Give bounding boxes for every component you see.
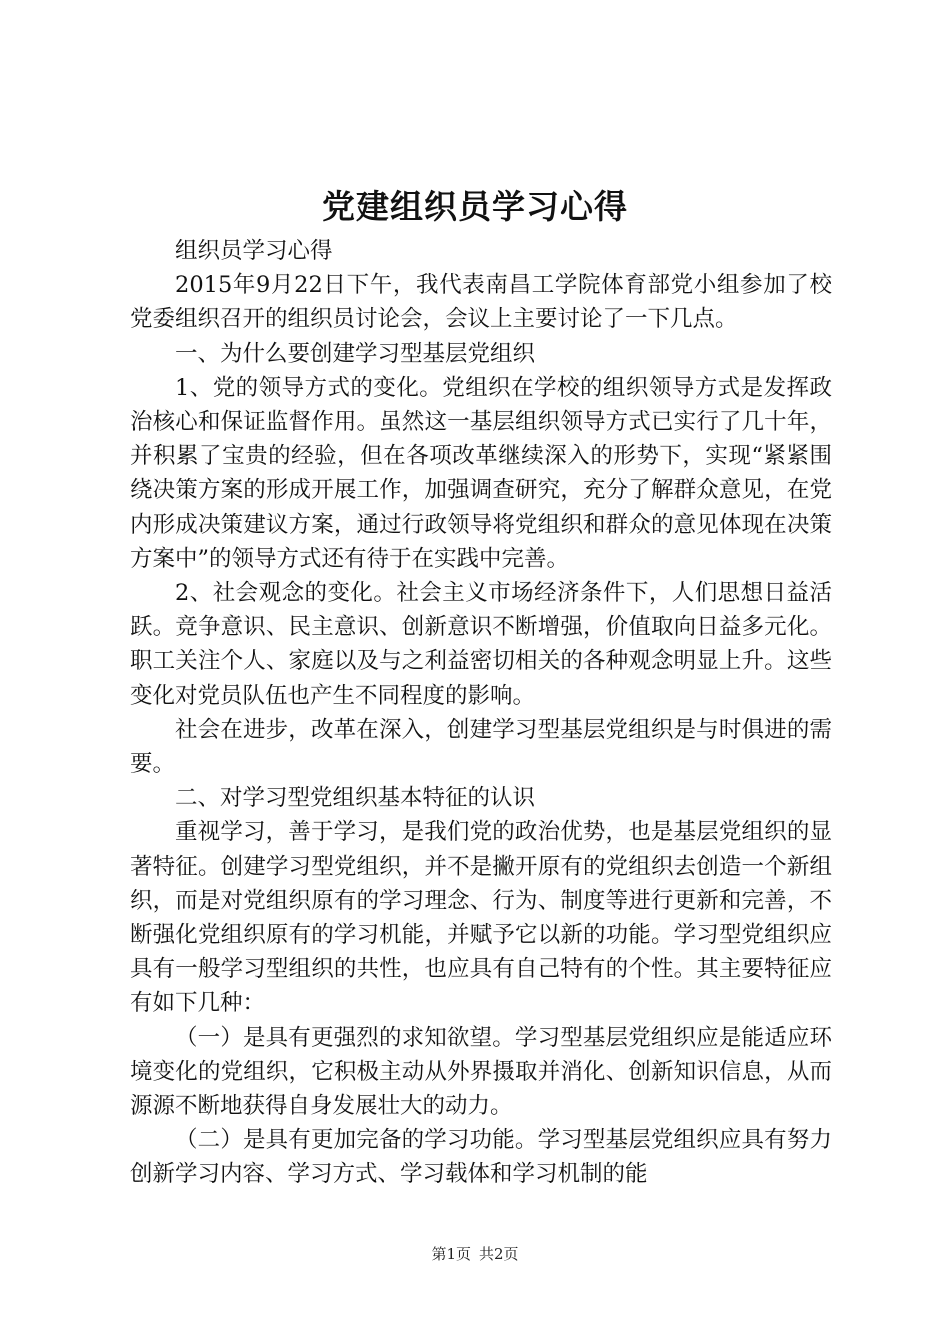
section-heading: 一、为什么要创建学习型基层党组织: [175, 340, 536, 367]
paragraph: 组织员学习心得: [175, 238, 333, 264]
page-footer: [0, 1244, 950, 1264]
paragraph: 重视学习，善于学习，是我们党的政治优势，也是基层党组织的显著特征。创建学习型党组织，并不是撇开原有的党组织去创造一个新组织，而是对党组织原有的学习理念、行为、制度等进行更新和完善，不断强化党组织原有的学习机能，并赋予它以新的功能。学习型党组织应具有一般学习型组织的共性，也应具有自己特有的个性。其主要特征应有如下几种：: [130, 819, 832, 1017]
document-title: 党建组织员学习心得: [322, 187, 628, 226]
section-heading: 二、对学习型党组织基本特征的认识: [175, 785, 536, 812]
paragraph: 1、党的领导方式的变化。党组织在学校的组织领导方式是发挥政治核心和保证监督作用。虽然这一基层组织领导方式已实行了几十年，并积累了宝贵的经验，但在各项改革继续深入的形势下，实现“紧紧围绕决策方案的形成开展工作，加强调查研究，充分了解群众意见，在党内形成决策建议方案，通过行政领导将党组织和群众的意见体现在决策方案中”的领导方式还有待于在实践中完善。: [130, 374, 832, 572]
page-total: 共2页: [479, 1245, 519, 1263]
page-number: 第1页: [431, 1245, 471, 1263]
paragraph: （一）是具有更强烈的求知欲望。学习型基层党组织应是能适应环境变化的党组织，它积极主动从外界摄取并消化、创新知识信息，从而源源不断地获得自身发展壮大的动力。: [130, 1024, 832, 1120]
paragraph: 2、社会观念的变化。社会主义市场经济条件下，人们思想日益活跃。竞争意识、民主意识、创新意识不断增强，价值取向日益多元化。职工关注个人、家庭以及与之利益密切相关的各种观念明显上升。这些变化对党员队伍也产生不同程度的影响。: [130, 580, 832, 709]
paragraph: （二）是具有更加完备的学习功能。学习型基层党组织应具有努力创新学习内容、学习方式、学习载体和学习机制的能: [130, 1127, 832, 1188]
paragraph: 社会在进步，改革在深入，创建学习型基层党组织是与时俱进的需要。: [130, 716, 832, 778]
paragraph: 2015年9月22日下午，我代表南昌工学院体育部党小组参加了校党委组织召开的组织员讨论会，会议上主要讨论了一下几点。: [130, 272, 832, 333]
document-body: [130, 234, 832, 1192]
